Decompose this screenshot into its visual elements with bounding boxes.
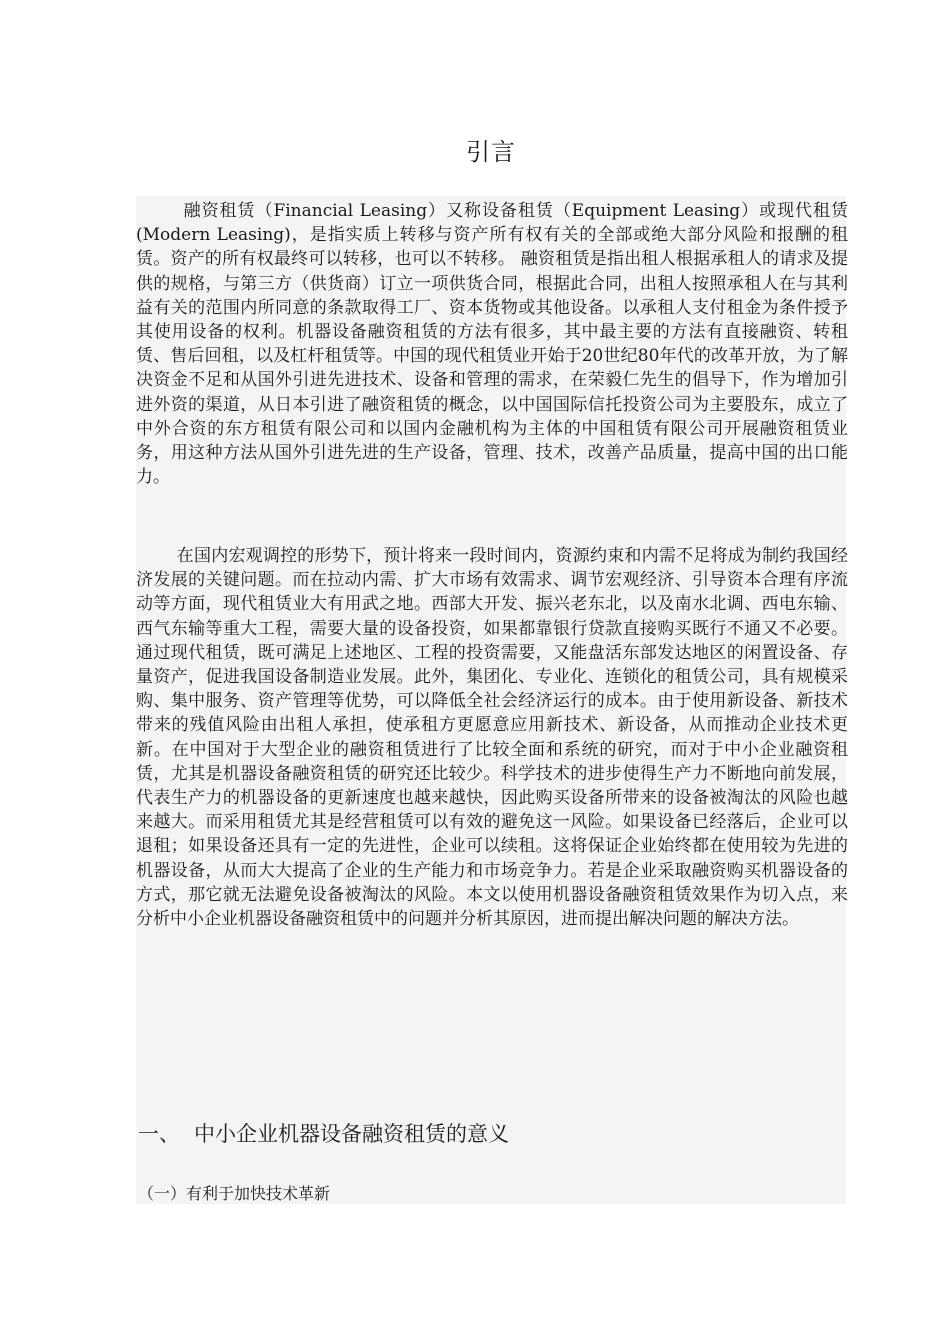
subsection-heading: （一）有利于加快技术革新 — [138, 1184, 331, 1203]
section-heading — [138, 1120, 509, 1148]
section-number: 一、 — [138, 1122, 180, 1146]
intro-paragraph-1: 融资租赁（Financial Leasing）又称设备租赁（Equipment Leasing）或现代租赁(Modern Leasing)，是指实质上转移与资产所有权有关的全部或绝大部分风险和报酬的租赁。资产的所有权最终可以转移，也可以不转移。 融资租赁是指出租人根据承租人的请求及提供的规格，与第三方（供货商）订立一项供货合同，根据此合同，出租人按照承租人在与其利益有关的范围内所同意的条款取得工厂、资本货物或其他设备。以承租人支付租金为条件授予其使用设备的权利。机器设备融资租赁的方法有很多，其中最主要的方法有直接融资、转租赁、售后回租，以及杠杆租赁等。中国的现代租赁业开始于20世纪80年代的改革开放，为了解决资金不足和从国外引进先进技术、设备和管理的需求，在荣毅仁先生的倡导下，作为增加引进外资的渠道，从日本引进了融资租赁的概念，以中国国际信托投资公司为主要股东，成立了中外合资的东方租赁有限公司和以国内金融机构为主体的中国租赁有限公司开展融资租赁业务，用这种方法从国外引进先进的生产设备，管理、技术，改善产品质量，提高中国的出口能力。 — [136, 201, 848, 488]
page-title: 引言 — [466, 138, 516, 166]
section-title: 中小企业机器设备融资租赁的意义 — [194, 1122, 509, 1146]
intro-paragraph-2: 在国内宏观调控的形势下，预计将来一段时间内，资源约束和内需不足将成为制约我国经济发展的关键问题。而在拉动内需、扩大市场有效需求、调节宏观经济、引导资本合理有序流动等方面，现代租赁业大有用武之地。西部大开发、振兴老东北，以及南水北调、西电东输、西气东输等重大工程，需要大量的设备投资，如果都靠银行贷款直接购买既行不通又不必要。通过现代租赁，既可满足上述地区、工程的投资需要，又能盘活东部发达地区的闲置设备、存量资产，促进我国设备制造业发展。此外，集团化、专业化、连锁化的租赁公司，具有规模采购、集中服务、资产管理等优势，可以降低全社会经济运行的成本。由于使用新设备、新技术带来的残值风险由出租人承担，使承租方更愿意应用新技术、新设备，从而推动企业技术更新。在中国对于大型企业的融资租赁进行了比较全面和系统的研究，而对于中小企业融资租赁，尤其是机器设备融资租赁的研究还比较少。科学技术的进步使得生产力不断地向前发展，代表生产力的机器设备的更新速度也越来越快，因此购买设备所带来的设备被淘汰的风险也越来越大。而采用租赁尤其是经营租赁可以有效的避免这一风险。如果设备已经落后，企业可以退租；如果设备还具有一定的先进性，企业可以续租。这将保证企业始终都在使用较为先进的机器设备，从而大大提高了企业的生产能力和市场竞争力。若是企业采取融资购买机器设备的方式，那它就无法避免设备被淘汰的风险。本文以使用机器设备融资租赁效果作为切入点，来分析中小企业机器设备融资租赁中的问题并分析其原因，进而提出解决问题的解决方法。 — [136, 546, 848, 930]
